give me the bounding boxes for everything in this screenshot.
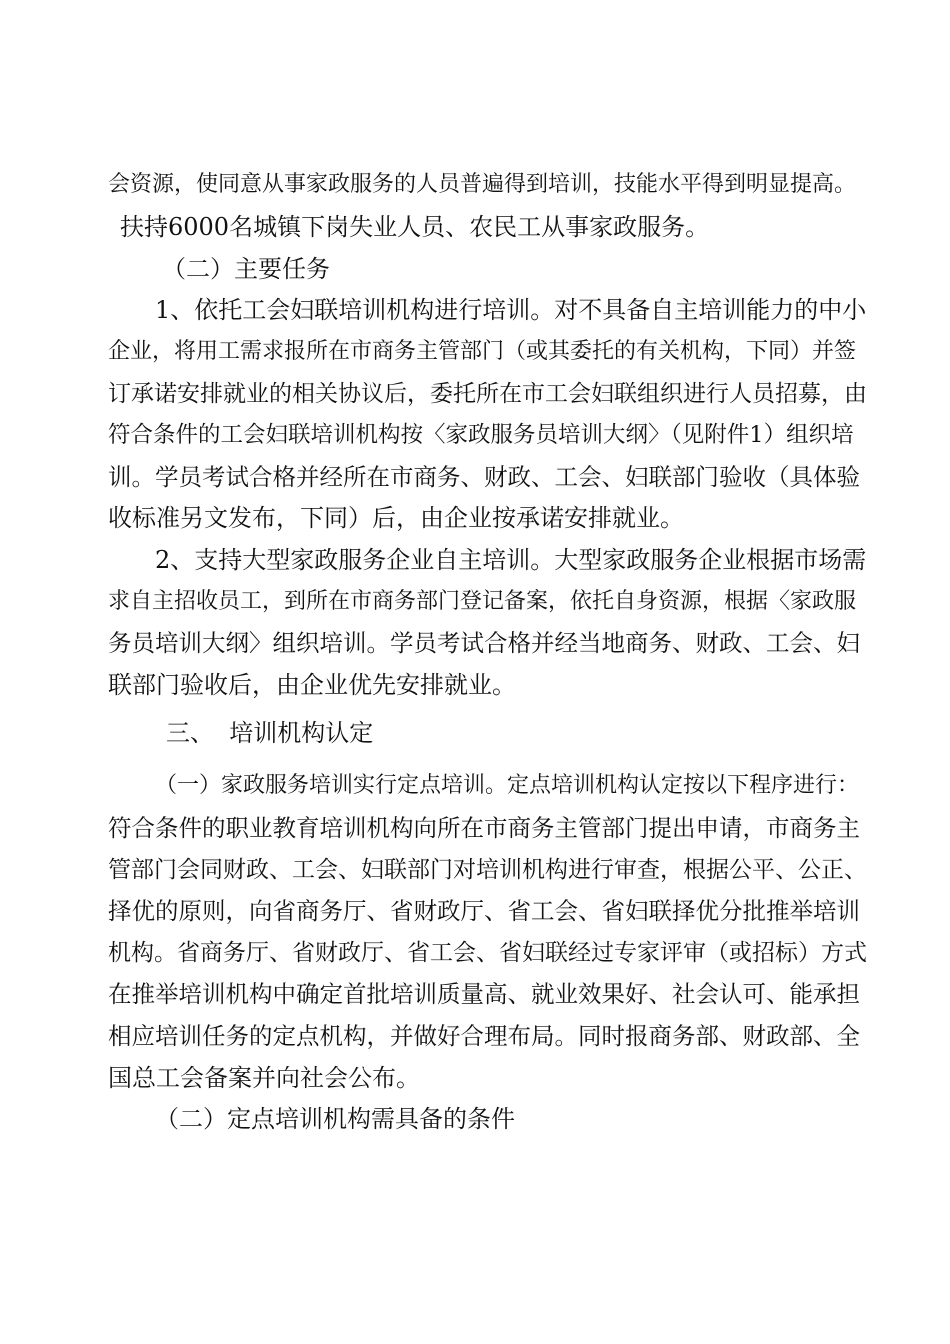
paragraph-line: 符合条件的工会妇联培训机构按〈家政服务员培训大纲〉（见附件1）组织培: [108, 422, 854, 448]
paragraph-line: 择优的原则，向省商务厅、省财政厅、省工会、省妇联择优分批推举培训: [108, 897, 860, 925]
section-heading: （二）定点培训机构需具备的条件: [155, 1105, 515, 1133]
paragraph-line: 1、依托工会妇联培训机构进行培训。对不具备自主培训能力的中小: [155, 296, 867, 324]
paragraph-line: 管部门会同财政、工会、妇联部门对培训机构进行审查，根据公平、公正、: [108, 857, 867, 883]
paragraph-line: 相应培训任务的定点机构，并做好合理布局。同时报商务部、财政部、全: [108, 1022, 860, 1050]
paragraph-line: 在推举培训机构中确定首批培训质量高、就业效果好、社会认可、能承担: [108, 980, 860, 1008]
paragraph-line: 联部门验收后，由企业优先安排就业。: [108, 671, 516, 699]
paragraph-line: 训。学员考试合格并经所在市商务、财政、工会、妇联部门验收（具体验: [108, 463, 860, 491]
paragraph-line: 收标准另文发布，下同）后，由企业按承诺安排就业。: [108, 504, 684, 532]
paragraph-line: 求自主招收员工，到所在市商务部门登记备案，依托自身资源，根据〈家政服: [108, 589, 857, 614]
paragraph-line: 订承诺安排就业的相关协议后，委托所在市工会妇联组织进行人员招募，由: [108, 381, 867, 407]
paragraph-line: 符合条件的职业教育培训机构向所在市商务主管部门提出申请，市商务主: [108, 814, 860, 842]
paragraph-line: 务员培训大纲〉组织培训。学员考试合格并经当地商务、财政、工会、妇: [108, 629, 860, 657]
section-heading: 三、 培训机构认定: [166, 719, 374, 747]
paragraph-line: 会资源，使同意从事家政服务的人员普遍得到培训，技能水平得到明显提高。: [108, 172, 857, 197]
paragraph-line: 扶持6000名城镇下岗失业人员、农民工从事家政服务。: [120, 213, 710, 241]
paragraph-line: 企业，将用工需求报所在市商务主管部门（或其委托的有关机构，下同）并签: [108, 339, 857, 364]
paragraph-line: 机构。省商务厅、省财政厅、省工会、省妇联经过专家评审（或招标）方式: [108, 940, 867, 966]
paragraph-line: （一）家政服务培训实行定点培训。定点培训机构认定按以下程序进行：: [155, 773, 860, 798]
paragraph-line: 国总工会备案并向社会公布。: [108, 1064, 420, 1092]
paragraph-line: 2、支持大型家政服务企业自主培训。大型家政服务企业根据市场需: [155, 546, 867, 574]
section-heading: （二）主要任务: [162, 255, 330, 283]
